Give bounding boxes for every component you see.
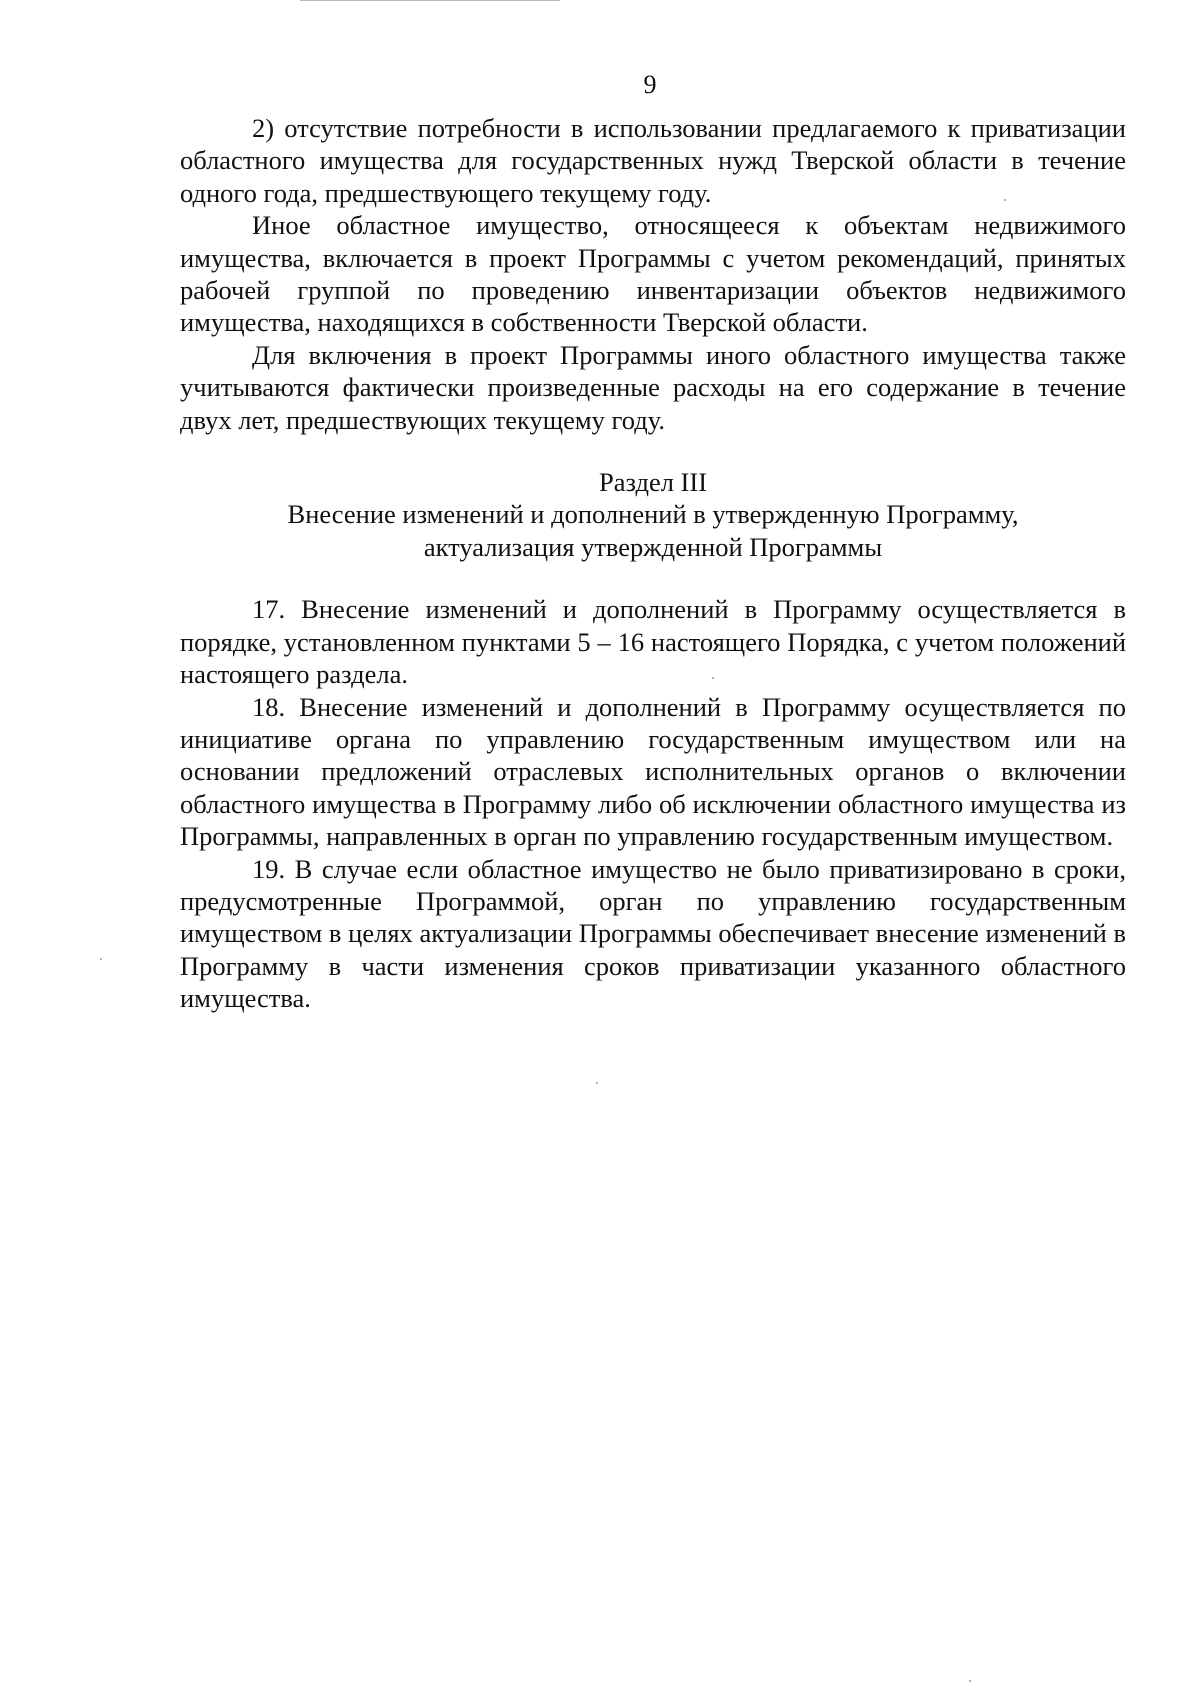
scan-edge-line	[300, 0, 560, 1]
scan-speck	[1004, 199, 1006, 201]
section-title-line-1: Внесение изменений и дополнений в утвержденную Программу,	[287, 499, 1019, 530]
paragraph-other-property: Иное областное имущество, относящееся к объектам недвижимого имущества, включается в проект Программы с учетом рекомендаций, принятых рабочей группой по проведению инвентаризации объектов недвижимого имущества, находящихся в собственности Тверской области.	[180, 210, 1126, 338]
scan-speck	[712, 677, 714, 679]
paragraph-17: 17. Внесение изменений и дополнений в Программу осуществляется в порядке, установленном пунктами 5 – 16 настоящего Порядка, с учетом положений настоящего раздела.	[180, 594, 1126, 690]
paragraph-18: 18. Внесение изменений и дополнений в Программу осуществляется по инициативе органа по управлению государственным имуществом или на основании предложений отраслевых исполнительных органов о включении областного имущества в Программу либо об исключении областного имущества из Программы, направленных в орган по управлению государственным имуществом.	[180, 691, 1126, 852]
section-heading-block	[180, 466, 1126, 563]
section-label: Раздел III	[598, 467, 708, 498]
section-title-line-2: актуализация утвержденной Программы	[423, 531, 883, 562]
scan-speck	[596, 1082, 598, 1084]
paragraph-19: 19. В случае если областное имущество не было приватизировано в сроки, предусмотренные Программой, орган по управлению государственным имуществом в целях актуализации Программы обеспечивает внесение изменений в Программу в части изменения сроков приватизации указанного областного имущества.	[180, 853, 1126, 1014]
document-body	[180, 112, 1126, 1015]
paragraph-expenses: Для включения в проект Программы иного областного имущества также учитываются фактически произведенные расходы на его содержание в течение двух лет, предшествующих текущему году.	[180, 339, 1126, 435]
scan-speck	[969, 1680, 971, 1682]
scan-speck	[100, 958, 102, 960]
page-number: 9	[643, 70, 657, 99]
paragraph-item-2: 2) отсутствие потребности в использовании предлагаемого к приватизации областного имущества для государственных нужд Тверской области в течение одного года, предшествующего текущему году.	[180, 113, 1126, 208]
